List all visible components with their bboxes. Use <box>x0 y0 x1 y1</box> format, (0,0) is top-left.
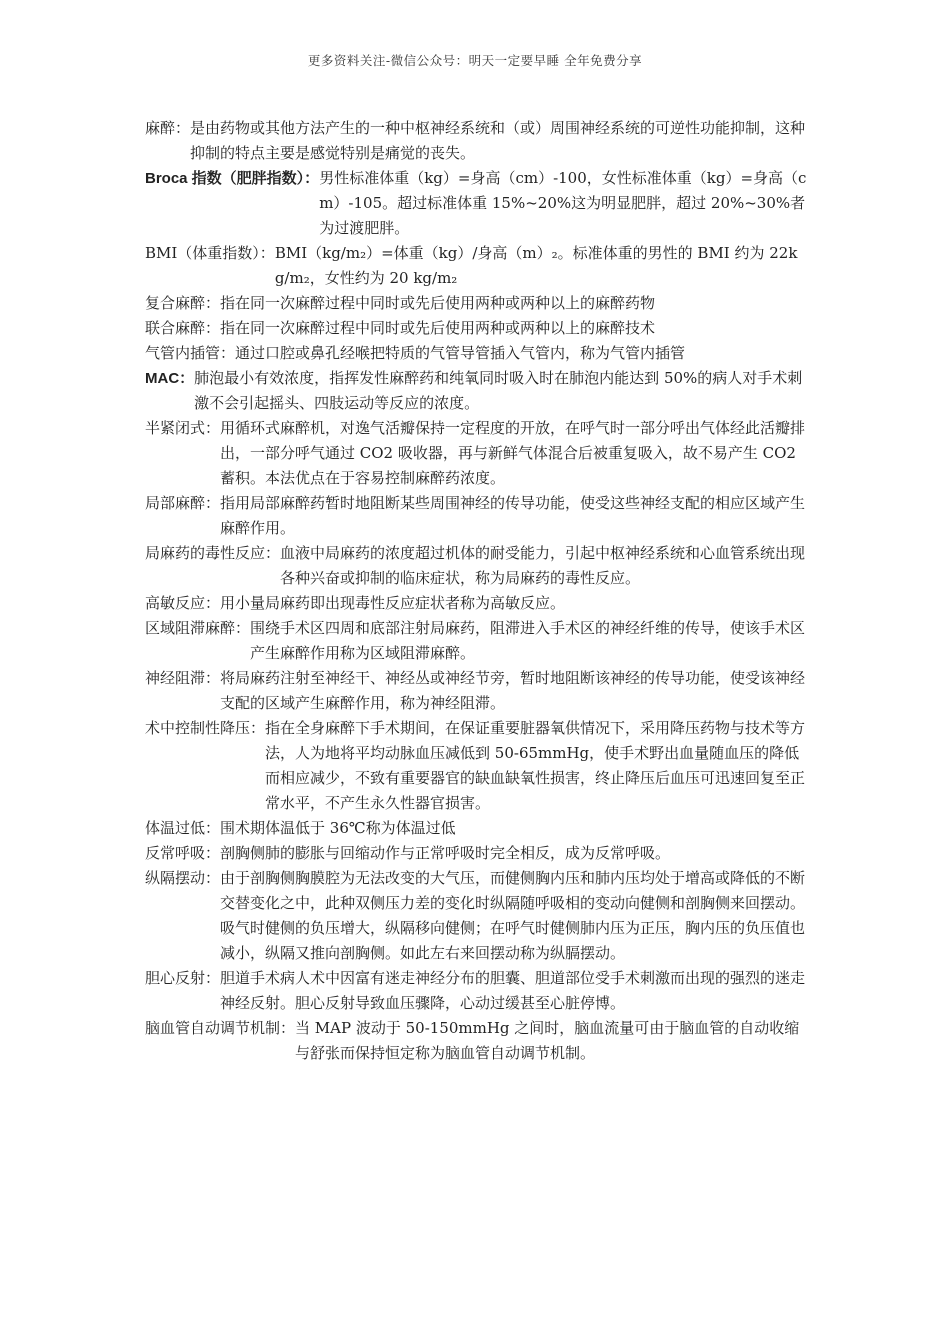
entry-term: 麻醉： <box>145 119 191 137</box>
entry-term: 气管内插管： <box>145 344 236 362</box>
glossary-entry-local-anesthetic-toxicity <box>145 541 810 591</box>
entry-definition: 指在同一次麻醉过程中同时或先后使用两种或两种以上的麻醉技术 <box>220 319 656 337</box>
entry-term: 高敏反应： <box>145 594 221 612</box>
glossary-entry-combined-anesthesia <box>145 291 810 316</box>
glossary-entry-bmi <box>145 241 810 291</box>
entry-definition: 是由药物或其他方法产生的一种中枢神经系统和（或）周围神经系统的可逆性功能抑制，这种抑制的特点主要是感觉特别是痛觉的丧失。 <box>190 119 806 162</box>
glossary-entry-mediastinal-swing <box>145 866 810 966</box>
entry-term: 局麻药的毒性反应： <box>145 544 281 562</box>
entry-definition: 由于剖胸侧胸膜腔为无法改变的大气压，而健侧胸内压和肺内压均处于增高或降低的不断交替变化之中，此种双侧压力差的变化时纵隔随呼吸相的变动向健侧和剖胸侧来回摆动。吸气时健侧的负压增大，纵隔移向健侧；在呼气时健侧肺内压为正压，胸内压的负压值也减小，纵隔又推向剖胸侧。如此左右来回摆动称为纵膈摆动。 <box>220 869 806 962</box>
entry-definition: 通过口腔或鼻孔经喉把特质的气管导管插入气管内，称为气管内插管 <box>235 344 686 362</box>
entry-term: 脑血管自动调节机制： <box>145 1019 296 1037</box>
entry-definition: 指用局部麻醉药暂时地阻断某些周围神经的传导功能，使受这些神经支配的相应区域产生麻醉作用。 <box>220 494 806 537</box>
entry-term: 联合麻醉： <box>145 319 221 337</box>
glossary-entry-hypersensitivity <box>145 591 810 616</box>
entry-definition: 围绕手术区四周和底部注射局麻药，阻滞进入手术区的神经纤维的传导，使该手术区产生麻醉作用称为区域阻滞麻醉。 <box>250 619 806 662</box>
entry-term: MAC： <box>145 370 195 387</box>
entry-term: 反常呼吸： <box>145 844 221 862</box>
entry-term: 半紧闭式： <box>145 419 221 437</box>
entry-term: 神经阻滞： <box>145 669 221 687</box>
glossary-entry-local-anesthesia <box>145 491 810 541</box>
entry-term: Broca 指数（肥胖指数）： <box>145 170 320 187</box>
glossary-entry-tracheal-intubation <box>145 341 810 366</box>
entry-term: 体温过低： <box>145 819 221 837</box>
entry-definition: 血液中局麻药的浓度超过机体的耐受能力，引起中枢神经系统和心血管系统出现各种兴奋或抑制的临床症状，称为局麻药的毒性反应。 <box>280 544 806 587</box>
entry-definition: 指在全身麻醉下手术期间，在保证重要脏器氧供情况下，采用降压药物与技术等方法，人为地将平均动脉血压减低到 50-65mmHg，使手术野出血量随血压的降低而相应减少，不致有重要器官的缺血缺氧性损害，终止降压后血压可迅速回复至正常水平，不产生永久性器官损害。 <box>265 719 806 812</box>
glossary-entry-broca-index <box>145 166 810 241</box>
glossary-entry-hypothermia <box>145 816 810 841</box>
entry-definition: 将局麻药注射至神经干、神经丛或神经节旁，暂时地阻断该神经的传导功能，使受该神经支配的区域产生麻醉作用，称为神经阻滞。 <box>220 669 806 712</box>
entry-term: 纵隔摆动： <box>145 869 221 887</box>
glossary-entry-biliary-cardiac-reflex <box>145 966 810 1016</box>
entry-definition: 肺泡最小有效浓度，指挥发性麻醉药和纯氧同时吸入时在肺泡内能达到 50%的病人对手术刺激不会引起摇头、四肢运动等反应的浓度。 <box>194 369 803 412</box>
entry-definition: BMI（kg/m₂）=体重（kg）/身高（m）₂。标准体重的男性的 BMI 约为 22kg/m₂，女性约为 20 kg/m₂ <box>274 244 798 287</box>
entry-term: 区域阻滞麻醉： <box>145 619 251 637</box>
entry-term: 局部麻醉： <box>145 494 221 512</box>
entry-definition: 男性标准体重（kg）=身高（cm）-100，女性标准体重（kg）=身高（cm）-105。超过标准体重 15%~20%这为明显肥胖，超过 20%~30%者为过渡肥胖。 <box>319 169 807 237</box>
entry-definition: 用小量局麻药即出现毒性反应症状者称为高敏反应。 <box>220 594 566 612</box>
entry-definition: 剖胸侧肺的膨胀与回缩动作与正常呼吸时完全相反，成为反常呼吸。 <box>220 844 671 862</box>
glossary-entry-nerve-block <box>145 666 810 716</box>
entry-definition: 围术期体温低于 36℃称为体温过低 <box>220 819 456 837</box>
glossary-entry-regional-block <box>145 616 810 666</box>
glossary-entry-paradoxical-breathing <box>145 841 810 866</box>
entry-term: 术中控制性降压： <box>145 719 266 737</box>
entry-term: BMI（体重指数）： <box>145 244 275 262</box>
entry-term: 胆心反射： <box>145 969 221 987</box>
glossary-entry-cerebral-autoregulation <box>145 1016 810 1066</box>
entry-definition: 当 MAP 波动于 50-150mmHg 之间时，脑血流量可由于脑血管的自动收缩与舒张而保持恒定称为脑血管自动调节机制。 <box>295 1019 800 1062</box>
entry-definition: 指在同一次麻醉过程中同时或先后使用两种或两种以上的麻醉药物 <box>220 294 656 312</box>
entry-definition: 用循环式麻醉机，对逸气活瓣保持一定程度的开放，在呼气时一部分呼出气体经此活瓣排出，一部分呼气通过 CO2 吸收器，再与新鲜气体混合后被重复吸入，故不易产生 CO2 蓄积。本法优点在于容易控制麻醉药浓度。 <box>220 419 806 487</box>
glossary-entry-semi-closed <box>145 416 810 491</box>
glossary-entry-controlled-hypotension <box>145 716 810 816</box>
glossary-entry-mac <box>145 366 810 416</box>
entry-definition: 胆道手术病人术中因富有迷走神经分布的胆囊、胆道部位受手术刺激而出现的强烈的迷走神经反射。胆心反射导致血压骤降，心动过缓甚至心脏停博。 <box>220 969 806 1012</box>
glossary-entry-joint-anesthesia <box>145 316 810 341</box>
entry-term: 复合麻醉： <box>145 294 221 312</box>
glossary-entry-anesthesia <box>145 116 810 166</box>
glossary-list <box>145 116 810 1066</box>
header-note: 更多资料关注-微信公众号：明天一定要早睡 全年免费分享 <box>307 53 643 68</box>
